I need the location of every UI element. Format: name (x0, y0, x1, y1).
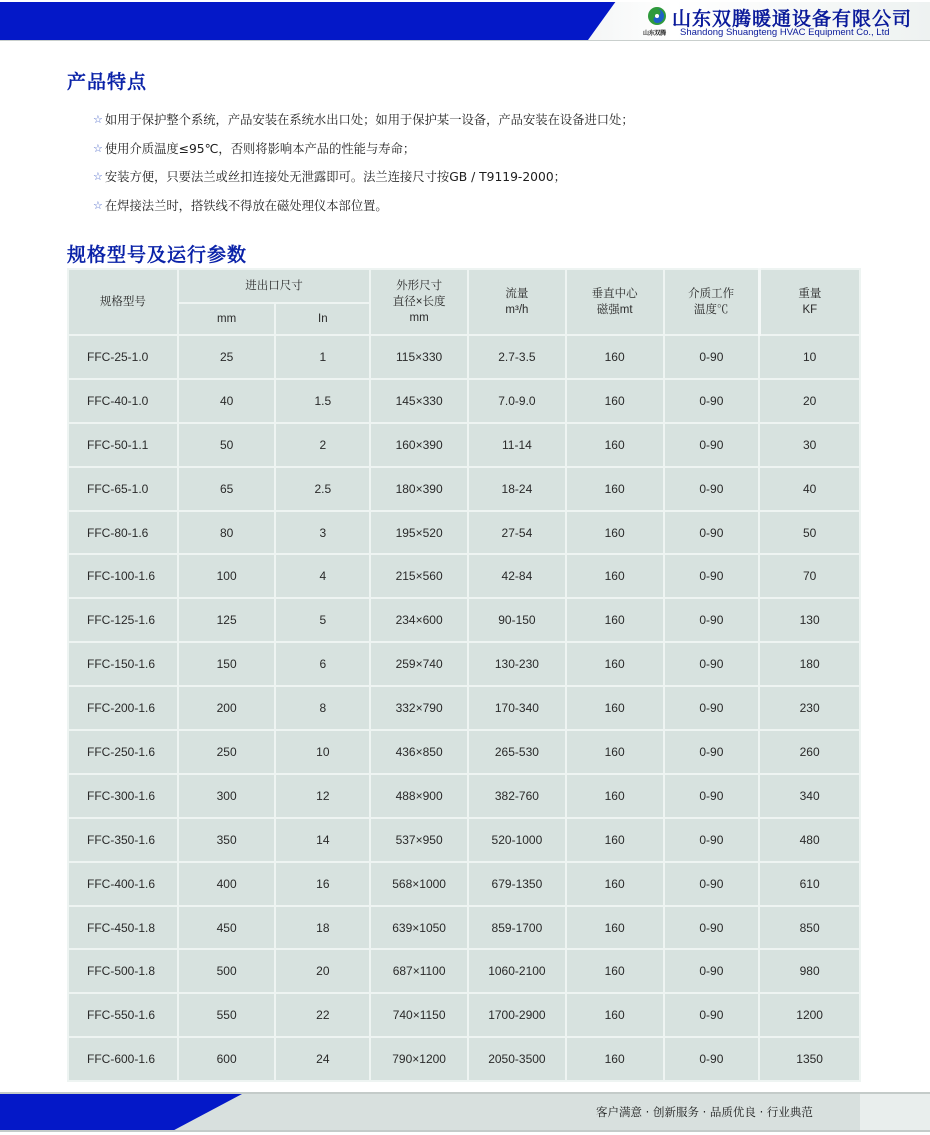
cell-dimensions: 687×1100 (370, 949, 468, 993)
specs-title: 规格型号及运行参数 (67, 244, 248, 266)
cell-port-in: 5 (275, 598, 370, 642)
cell-magnetic: 160 (566, 554, 664, 598)
company-logo-icon (647, 6, 667, 26)
feature-text: 使用介质温度≤95℃，否则将影响本产品的性能与寿命； (104, 141, 416, 156)
table-row (68, 379, 860, 423)
star-outline-icon: ☆ (93, 141, 103, 155)
header-dimensions-line1: 外形尺寸 (396, 280, 443, 292)
header-weight (759, 269, 860, 335)
cell-weight: 610 (759, 862, 860, 906)
cell-temperature: 0-90 (664, 467, 760, 511)
cell-dimensions: 537×950 (370, 818, 468, 862)
footer-right-panel (860, 1094, 930, 1130)
cell-flow: 265-530 (468, 730, 566, 774)
features-title: 产品特点 (67, 71, 148, 93)
cell-weight: 20 (759, 379, 860, 423)
table-row (68, 774, 860, 818)
cell-port-mm: 250 (178, 730, 276, 774)
table-row (68, 862, 860, 906)
cell-port-mm: 80 (178, 511, 276, 555)
cell-model: FFC-40-1.0 (68, 379, 178, 423)
table-row (68, 335, 860, 379)
cell-port-mm: 25 (178, 335, 276, 379)
table-row (68, 598, 860, 642)
cell-port-in: 3 (275, 511, 370, 555)
cell-weight: 40 (759, 467, 860, 511)
cell-flow: 90-150 (468, 598, 566, 642)
cell-port-in: 4 (275, 554, 370, 598)
cell-dimensions: 160×390 (370, 423, 468, 467)
cell-port-in: 24 (275, 1037, 370, 1081)
cell-flow: 520-1000 (468, 818, 566, 862)
star-outline-icon: ☆ (93, 198, 103, 212)
cell-dimensions: 215×560 (370, 554, 468, 598)
header-blue-stripe (0, 2, 620, 40)
cell-flow: 27-54 (468, 511, 566, 555)
cell-temperature: 0-90 (664, 1037, 760, 1081)
cell-flow: 1060-2100 (468, 949, 566, 993)
cell-model: FFC-80-1.6 (68, 511, 178, 555)
cell-port-in: 1.5 (275, 379, 370, 423)
cell-port-in: 16 (275, 862, 370, 906)
cell-port-mm: 550 (178, 993, 276, 1037)
cell-magnetic: 160 (566, 774, 664, 818)
cell-weight: 180 (759, 642, 860, 686)
cell-port-in: 20 (275, 949, 370, 993)
cell-weight: 10 (759, 335, 860, 379)
footer-divider-bottom (0, 1130, 930, 1132)
cell-dimensions: 568×1000 (370, 862, 468, 906)
cell-magnetic: 160 (566, 862, 664, 906)
cell-flow: 679-1350 (468, 862, 566, 906)
cell-dimensions: 115×330 (370, 335, 468, 379)
cell-port-in: 6 (275, 642, 370, 686)
cell-port-in: 22 (275, 993, 370, 1037)
header-flow-line2: m³/h (505, 304, 529, 316)
cell-dimensions: 488×900 (370, 774, 468, 818)
header-dimensions-line3: mm (409, 312, 429, 324)
cell-port-mm: 50 (178, 423, 276, 467)
table-row (68, 949, 860, 993)
cell-port-in: 10 (275, 730, 370, 774)
cell-magnetic: 160 (566, 906, 664, 950)
cell-flow: 42-84 (468, 554, 566, 598)
cell-temperature: 0-90 (664, 554, 760, 598)
header-magnetic (566, 269, 664, 335)
header-temperature-line2: 温度℃ (693, 304, 729, 316)
company-name-cn: 山东双腾暖通设备有限公司 (672, 8, 913, 30)
cell-model: FFC-100-1.6 (68, 554, 178, 598)
footer-band (0, 1092, 930, 1132)
cell-model: FFC-350-1.6 (68, 818, 178, 862)
cell-model: FFC-400-1.6 (68, 862, 178, 906)
cell-model: FFC-450-1.8 (68, 906, 178, 950)
cell-magnetic: 160 (566, 993, 664, 1037)
cell-weight: 980 (759, 949, 860, 993)
cell-weight: 70 (759, 554, 860, 598)
cell-magnetic: 160 (566, 730, 664, 774)
cell-magnetic: 160 (566, 511, 664, 555)
cell-port-mm: 400 (178, 862, 276, 906)
cell-port-in: 1 (275, 335, 370, 379)
footer-slogan: 客户满意 · 创新服务 · 品质优良 · 行业典范 (596, 1105, 813, 1119)
cell-weight: 30 (759, 423, 860, 467)
feature-text: 如用于保护整个系统，产品安装在系统水出口处；如用于保护某一设备，产品安装在设备进口处； (104, 113, 634, 127)
cell-flow: 130-230 (468, 642, 566, 686)
cell-magnetic: 160 (566, 379, 664, 423)
cell-magnetic: 160 (566, 642, 664, 686)
cell-magnetic: 160 (566, 818, 664, 862)
cell-port-in: 12 (275, 774, 370, 818)
cell-flow: 2.7-3.5 (468, 335, 566, 379)
features-list (93, 110, 853, 224)
header-band (0, 0, 930, 42)
cell-model: FFC-250-1.6 (68, 730, 178, 774)
header-temperature-line1: 介质工作 (688, 288, 735, 300)
cell-temperature: 0-90 (664, 774, 760, 818)
cell-temperature: 0-90 (664, 906, 760, 950)
feature-item (93, 110, 853, 139)
cell-port-mm: 40 (178, 379, 276, 423)
cell-port-mm: 125 (178, 598, 276, 642)
table-row (68, 730, 860, 774)
cell-dimensions: 436×850 (370, 730, 468, 774)
cell-port-in: 2 (275, 423, 370, 467)
cell-flow: 170-340 (468, 686, 566, 730)
cell-magnetic: 160 (566, 1037, 664, 1081)
cell-model: FFC-150-1.6 (68, 642, 178, 686)
header-magnetic-line1: 垂直中心 (591, 288, 638, 300)
star-outline-icon: ☆ (93, 170, 103, 183)
cell-dimensions: 639×1050 (370, 906, 468, 950)
cell-dimensions: 180×390 (370, 467, 468, 511)
header-port-size: 进出口尺寸 (178, 269, 370, 303)
header-weight-line1: 重量 (798, 288, 822, 300)
cell-magnetic: 160 (566, 598, 664, 642)
table-row (68, 906, 860, 950)
cell-temperature: 0-90 (664, 949, 760, 993)
table-row (68, 554, 860, 598)
header-flow-line1: 流量 (505, 288, 529, 300)
cell-flow: 7.0-9.0 (468, 379, 566, 423)
cell-flow: 859-1700 (468, 906, 566, 950)
cell-dimensions: 145×330 (370, 379, 468, 423)
header-port-in: In (275, 303, 370, 335)
table-row (68, 686, 860, 730)
cell-flow: 382-760 (468, 774, 566, 818)
table-row (68, 511, 860, 555)
cell-port-mm: 500 (178, 949, 276, 993)
cell-port-mm: 600 (178, 1037, 276, 1081)
cell-port-in: 8 (275, 686, 370, 730)
cell-port-mm: 200 (178, 686, 276, 730)
cell-temperature: 0-90 (664, 993, 760, 1037)
feature-item (93, 167, 853, 196)
header-dimensions-line2: 直径×长度 (392, 296, 446, 308)
cell-weight: 1350 (759, 1037, 860, 1081)
cell-dimensions: 259×740 (370, 642, 468, 686)
cell-weight: 850 (759, 906, 860, 950)
feature-text: 在焊接法兰时，搭铁线不得放在磁处理仪本部位置。 (104, 198, 388, 213)
cell-model: FFC-25-1.0 (68, 335, 178, 379)
header-weight-line2: KF (802, 304, 818, 316)
cell-magnetic: 160 (566, 949, 664, 993)
cell-flow: 11-14 (468, 423, 566, 467)
table-body (68, 335, 860, 1081)
cell-model: FFC-125-1.6 (68, 598, 178, 642)
cell-port-mm: 450 (178, 906, 276, 950)
cell-port-mm: 150 (178, 642, 276, 686)
footer-divider-top (0, 1092, 930, 1094)
cell-dimensions: 332×790 (370, 686, 468, 730)
cell-weight: 230 (759, 686, 860, 730)
cell-model: FFC-300-1.6 (68, 774, 178, 818)
header-flow (468, 269, 566, 335)
feature-item (93, 139, 853, 168)
star-outline-icon: ☆ (93, 113, 103, 126)
cell-weight: 1200 (759, 993, 860, 1037)
cell-temperature: 0-90 (664, 379, 760, 423)
cell-port-mm: 65 (178, 467, 276, 511)
cell-temperature: 0-90 (664, 818, 760, 862)
cell-port-mm: 350 (178, 818, 276, 862)
header-dimensions (370, 269, 468, 335)
cell-flow: 18-24 (468, 467, 566, 511)
cell-model: FFC-65-1.0 (68, 467, 178, 511)
cell-temperature: 0-90 (664, 335, 760, 379)
cell-temperature: 0-90 (664, 423, 760, 467)
cell-dimensions: 195×520 (370, 511, 468, 555)
cell-port-mm: 300 (178, 774, 276, 818)
cell-dimensions: 234×600 (370, 598, 468, 642)
cell-temperature: 0-90 (664, 686, 760, 730)
header-temperature (664, 269, 760, 335)
table-row (68, 642, 860, 686)
feature-item (93, 196, 853, 225)
cell-temperature: 0-90 (664, 862, 760, 906)
table-header-row (68, 269, 860, 303)
header-divider (0, 40, 930, 41)
cell-magnetic: 160 (566, 423, 664, 467)
header-model: 规格型号 (68, 269, 178, 335)
cell-dimensions: 740×1150 (370, 993, 468, 1037)
cell-model: FFC-500-1.8 (68, 949, 178, 993)
cell-weight: 130 (759, 598, 860, 642)
header-magnetic-line2: 磁强mt (596, 304, 633, 316)
cell-weight: 340 (759, 774, 860, 818)
cell-magnetic: 160 (566, 686, 664, 730)
cell-temperature: 0-90 (664, 598, 760, 642)
cell-model: FFC-50-1.1 (68, 423, 178, 467)
cell-temperature: 0-90 (664, 511, 760, 555)
cell-magnetic: 160 (566, 467, 664, 511)
cell-magnetic: 160 (566, 335, 664, 379)
table-row (68, 423, 860, 467)
cell-temperature: 0-90 (664, 642, 760, 686)
cell-flow: 2050-3500 (468, 1037, 566, 1081)
spec-table (67, 268, 861, 1082)
company-name-en: Shandong Shuangteng HVAC Equipment Co., Ltd (680, 27, 890, 38)
header-port-mm: mm (178, 303, 276, 335)
cell-dimensions: 790×1200 (370, 1037, 468, 1081)
cell-weight: 260 (759, 730, 860, 774)
cell-port-mm: 100 (178, 554, 276, 598)
table-row (68, 1037, 860, 1081)
cell-port-in: 18 (275, 906, 370, 950)
feature-text: 安装方便，只要法兰或丝扣连接处无泄露即可。法兰连接尺寸按GB / T9119-2000； (104, 170, 566, 184)
cell-weight: 50 (759, 511, 860, 555)
cell-temperature: 0-90 (664, 730, 760, 774)
table-row (68, 467, 860, 511)
table-row (68, 818, 860, 862)
table-row (68, 993, 860, 1037)
cell-flow: 1700-2900 (468, 993, 566, 1037)
cell-weight: 480 (759, 818, 860, 862)
cell-port-in: 2.5 (275, 467, 370, 511)
cell-model: FFC-550-1.6 (68, 993, 178, 1037)
cell-model: FFC-600-1.6 (68, 1037, 178, 1081)
cell-port-in: 14 (275, 818, 370, 862)
logo-caption: 山东双腾 (643, 30, 666, 37)
cell-model: FFC-200-1.6 (68, 686, 178, 730)
